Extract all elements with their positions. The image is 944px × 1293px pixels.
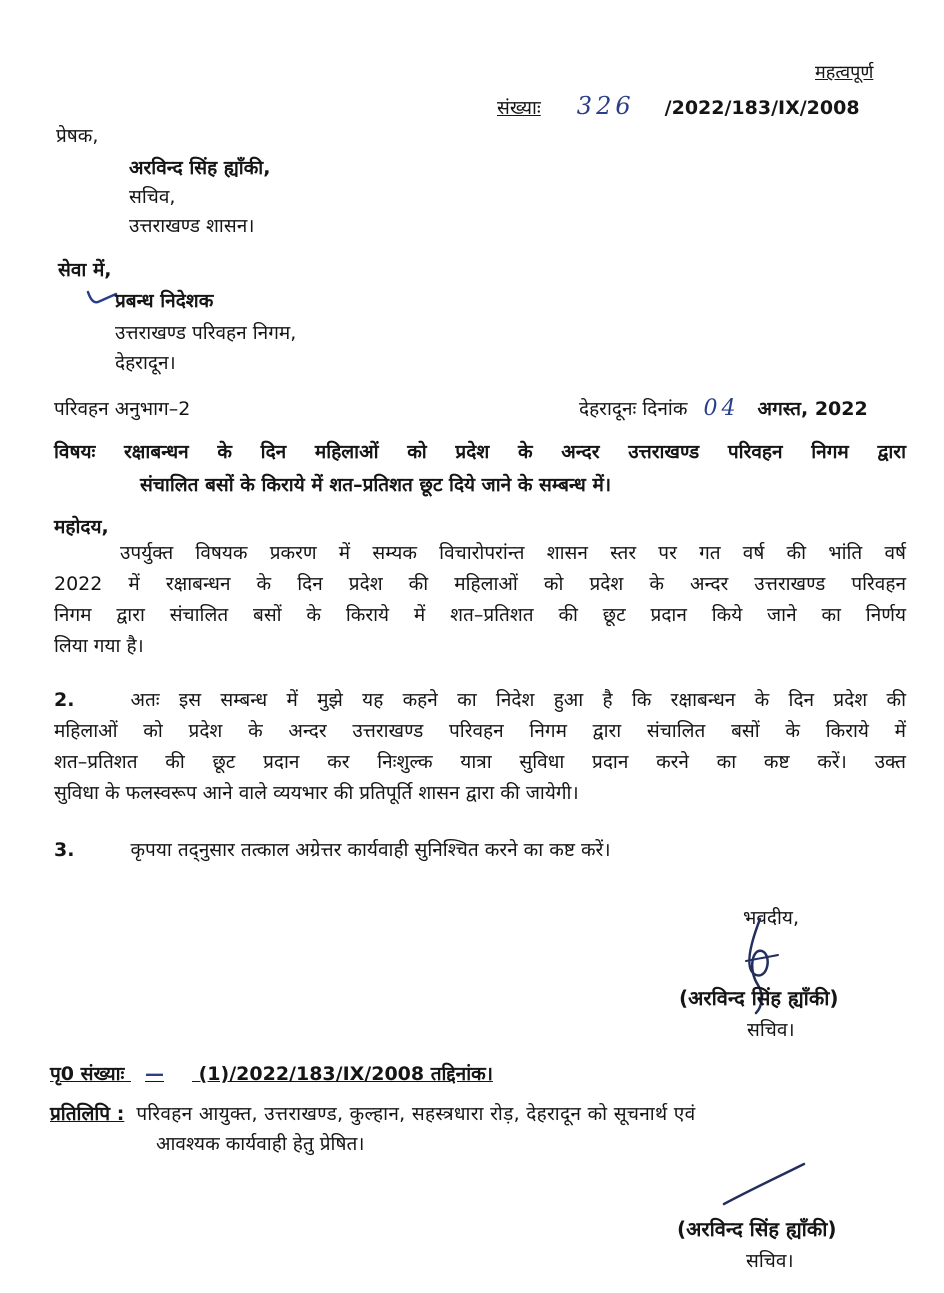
signatory-name-1: (अरविन्द सिंह ह्याँकी) <box>679 986 839 1010</box>
subject-line-2: संचालित बसों के किराये में शत–प्रतिशत छूट दिये जाने के सम्बन्ध में। <box>140 474 612 496</box>
copy-line-2: आवश्यक कार्यवाही हेतु प्रेषित। <box>156 1133 365 1155</box>
copy-reference-label: पृ0 संख्याः <box>50 1063 125 1085</box>
paragraph-1-line: निगम द्वारा संचालित बसों के किराये में शत–प्रतिशत की छूट प्रदान किये जाने का निर्णय <box>54 604 906 626</box>
reference-number <box>497 92 860 120</box>
subject <box>54 437 906 468</box>
paragraph-2-number: 2. <box>54 689 75 711</box>
paragraph-2-line: महिलाओं को प्रदेश के अन्दर उत्तराखण्ड परिवहन निगम द्वारा संचालित बसों के किराये में <box>54 720 906 742</box>
subject-line-1: विषयः रक्षाबन्धन के दिन महिलाओं को प्रदेश के अन्दर उत्तराखण्ड परिवहन निगम द्वारा <box>54 441 906 463</box>
copy-label: प्रतिलिपि : <box>50 1103 125 1125</box>
signatory-designation-2: सचिव। <box>746 1250 794 1272</box>
salutation: महोदय, <box>54 516 109 538</box>
paragraph-1 <box>54 538 906 662</box>
paragraph-3 <box>54 836 611 862</box>
copy-reference-number: (1)/2022/183/IX/2008 तद्दिनांक। <box>198 1063 493 1085</box>
paragraph-2-first-line <box>54 685 906 716</box>
handwritten-signature-2 <box>720 1160 810 1210</box>
recipient-label: सेवा में, <box>58 259 112 281</box>
letter-date <box>579 395 868 421</box>
signatory-designation-1: सचिव। <box>747 1019 795 1041</box>
sender-office: उत्तराखण्ड शासन। <box>129 215 255 237</box>
paragraph-2-line: शत–प्रतिशत की छूट प्रदान कर निःशुल्क यात्रा सुविधा प्रदान करने का कष्ट करें। उक्त <box>54 751 906 773</box>
paragraph-3-number: 3. <box>54 839 75 861</box>
priority-label: महत्वपूर्ण <box>815 62 874 83</box>
date-prefix: देहरादूनः दिनांक <box>579 398 688 420</box>
paragraph-1-line: उपर्युक्त विषयक प्रकरण में सम्यक विचारोपरांन्त शासन स्तर पर गत वर्ष की भांति वर्ष <box>120 542 906 564</box>
copy-reference-dash: — <box>145 1063 164 1085</box>
paragraph-3-text: कृपया तद्नुसार तत्काल अग्रेत्तर कार्यवाही सुनिश्चित करने का कष्ट करें। <box>130 839 611 861</box>
date-handwritten-day: 04 <box>703 396 740 421</box>
recipient-city: देहरादून। <box>115 352 176 374</box>
paragraph-1-line: 2022 में रक्षाबन्धन के दिन प्रदेश की महिलाओं को प्रदेश के अन्दर उत्तराखण्ड परिवहन <box>54 573 906 595</box>
reference-handwritten-number: 326 <box>576 92 635 120</box>
signatory-name-2: (अरविन्द सिंह ह्याँकी) <box>677 1217 837 1241</box>
copy-reference <box>50 1060 493 1086</box>
paragraph-2-line: अतः इस सम्बन्ध में मुझे यह कहने का निदेश हुआ है कि रक्षाबन्धन के दिन प्रदेश की <box>130 689 906 711</box>
paragraph-2 <box>54 685 906 809</box>
closing: भवदीय, <box>743 907 799 929</box>
paragraph-1-line: लिया गया है। <box>54 635 144 657</box>
date-rest: अगस्त, 2022 <box>757 398 868 420</box>
sender-name: अरविन्द सिंह ह्याँकी, <box>129 157 271 179</box>
reference-label: संख्याः <box>497 97 541 119</box>
sender-designation: सचिव, <box>129 186 176 208</box>
recipient-title: प्रबन्ध निदेशक <box>115 290 214 312</box>
sender-label: प्रेषक, <box>56 125 99 147</box>
copy-to <box>50 1100 695 1126</box>
recipient-organisation: उत्तराखण्ड परिवहन निगम, <box>115 322 297 344</box>
tick-mark <box>86 290 118 306</box>
reference-suffix: /2022/183/IX/2008 <box>664 97 860 119</box>
paragraph-2-line: सुविधा के फलस्वरूप आने वाले व्ययभार की प्रतिपूर्ति शासन द्वारा की जायेगी। <box>54 782 579 804</box>
copy-line-1: परिवहन आयुक्त, उत्तराखण्ड, कुल्हान, सहस्त्रधारा रोड़, देहरादून को सूचनार्थ एवं <box>136 1103 696 1125</box>
section-name: परिवहन अनुभाग–2 <box>54 398 191 420</box>
